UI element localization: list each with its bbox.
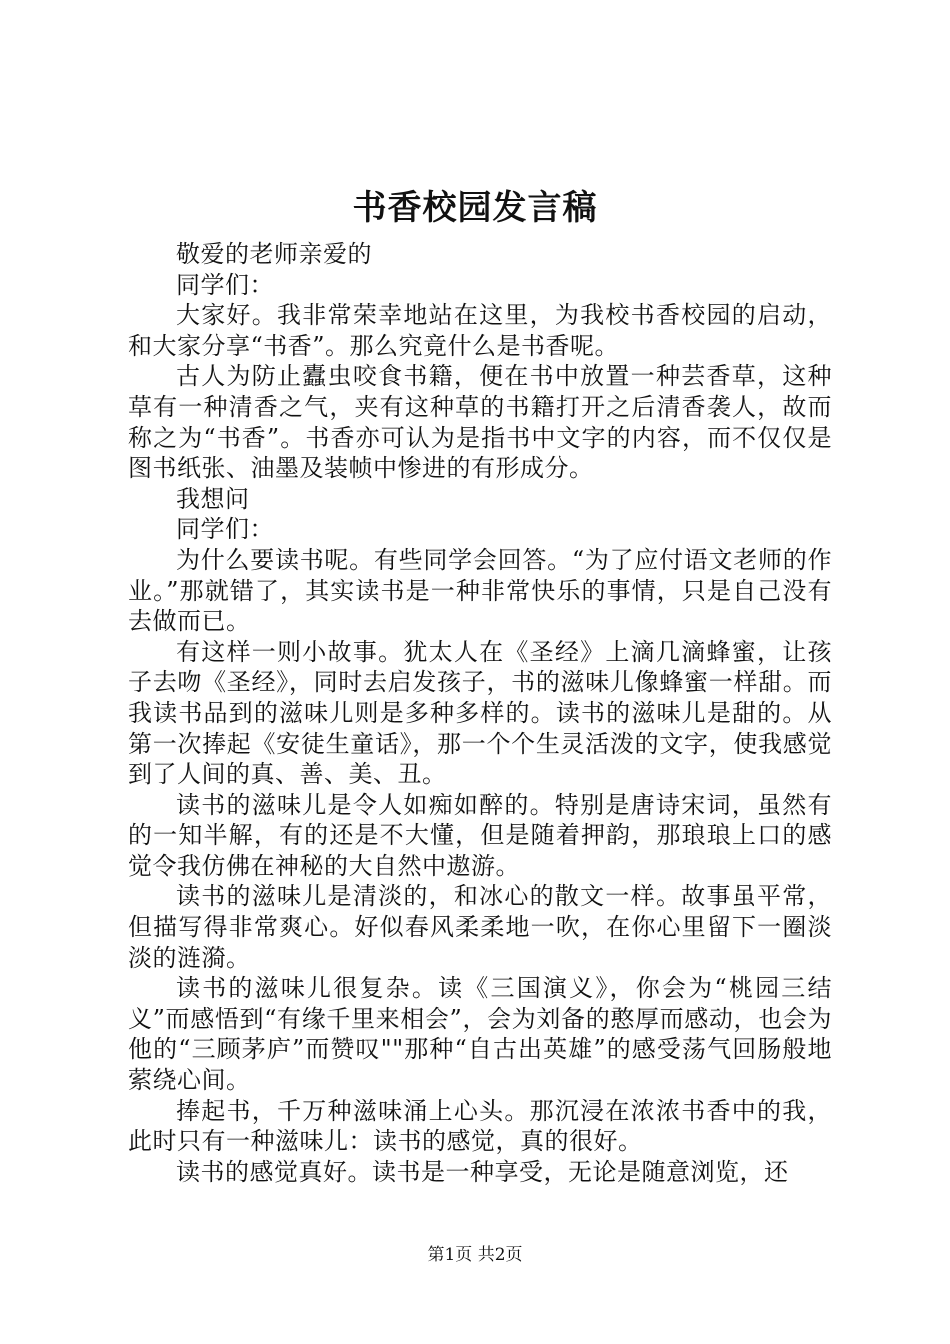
paragraph: 读书的滋味儿是清淡的，和冰心的散文一样。故事虽平常，但描写得非常爽心。好似春风柔柔地一吹，在你心里留下一圈淡淡的涟漪。 xyxy=(128,882,832,972)
paragraph: 古人为防止蠹虫咬食书籍，便在书中放置一种芸香草，这种草有一种清香之气，夹有这种草的书籍打开之后清香袭人，故而称之为“书香”。书香亦可认为是指书中文字的内容，而不仅仅是图书纸张、油墨及装帧中惨进的有形成分。 xyxy=(128,362,832,483)
paragraph: 有这样一则小故事。犹太人在《圣经》上滴几滴蜂蜜，让孩子去吻《圣经》，同时去启发孩子，书的滋味儿像蜂蜜一样甜。而我读书品到的滋味儿则是多种多样的。读书的滋味儿是甜的。从第一次捧起《安徒生童话》，那一个个生灵活泼的文字，使我感觉到了人间的真、善、美、丑。 xyxy=(128,637,832,789)
document-title: 书香校园发言稿 xyxy=(352,188,598,228)
document-body xyxy=(128,239,832,1187)
paragraph: 大家好。我非常荣幸地站在这里，为我校书香校园的启动，和大家分享“书香”。那么究竟什么是书香呢。 xyxy=(128,301,832,360)
paragraph: 同学们： xyxy=(176,515,274,544)
paragraph-salutation-1: 敬爱的老师亲爱的 xyxy=(176,240,372,268)
paragraph-salutation-2: 同学们： xyxy=(176,270,274,299)
paragraph: 读书的滋味儿是令人如痴如醉的。特别是唐诗宋词，虽然有的一知半解，有的还是不大懂，但是随着押韵，那琅琅上口的感觉令我仿佛在神秘的大自然中遨游。 xyxy=(128,790,832,880)
paragraph: 读书的滋味儿很复杂。读《三国演义》，你会为“桃园三结义”而感悟到“有缘千里来相会”，会为刘备的憨厚而感动，也会为他的“三顾茅庐”而赞叹""那种“自古出英雄”的感受荡气回肠般地萦绕心间。 xyxy=(128,974,832,1095)
paragraph: 捧起书，千万种滋味涌上心头。那沉浸在浓浓书香中的我，此时只有一种滋味儿：读书的感觉，真的很好。 xyxy=(128,1096,832,1156)
page-number-footer: 第1页 共2页 xyxy=(427,1245,523,1265)
paragraph: 读书的感觉真好。读书是一种享受，无论是随意浏览，还 xyxy=(176,1157,789,1186)
paragraph: 为什么要读书呢。有些同学会回答。“为了应付语文老师的作业。”那就错了，其实读书是一种非常快乐的事情，只是自己没有去做而已。 xyxy=(128,545,832,636)
paragraph: 我想问 xyxy=(176,484,250,513)
